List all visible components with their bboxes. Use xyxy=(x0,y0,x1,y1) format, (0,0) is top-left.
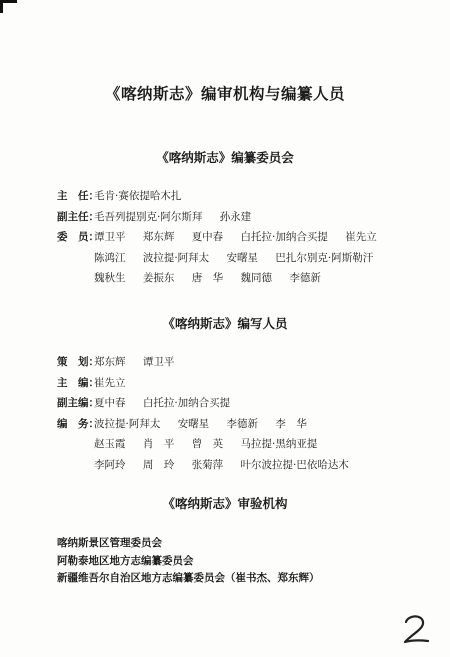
committee-roster xyxy=(57,186,387,289)
member-name: 波拉提·阿拜太 xyxy=(142,251,210,264)
deputy-chief-row xyxy=(57,393,363,414)
members-row xyxy=(57,248,387,269)
editor-name: 赵玉霞 xyxy=(94,438,126,450)
editor-name: 波拉提·阿拜太 xyxy=(94,417,161,430)
member-name: 陈鸿江 xyxy=(94,251,126,264)
deputy-chief-label: 副主编： xyxy=(57,397,99,409)
review-org: 新疆维吾尔自治区地方志编纂委员会（崔书杰、郑东辉） xyxy=(57,572,320,584)
deputy-row xyxy=(57,207,387,228)
director-name: 毛肯·赛依提哈木扎 xyxy=(94,190,182,202)
members-row xyxy=(57,268,387,289)
deputy-name: 毛吾列提别克·阿尔斯拜 xyxy=(94,210,203,223)
deputy-name: 孙永建 xyxy=(219,210,252,223)
director-row xyxy=(57,186,387,207)
editor-name: 李德新 xyxy=(226,417,259,430)
member-name: 崔先立 xyxy=(345,231,377,243)
member-name: 姜振东 xyxy=(142,272,175,284)
committee-title: 《喀纳斯志》编纂委员会 xyxy=(156,150,294,165)
planner-name: 郑东辉 xyxy=(94,356,126,368)
director-label: 主 任： xyxy=(57,190,99,202)
scan-corner-mark xyxy=(0,0,17,13)
members-row xyxy=(57,227,387,248)
review-title: 《喀纳斯志》审验机构 xyxy=(162,496,288,511)
deputy-chief-name: 白托拉·加纳合买提 xyxy=(142,397,231,409)
editors-label: 编 务： xyxy=(57,417,99,430)
editor-name: 周 玲 xyxy=(142,458,175,471)
editor-name: 曾 英 xyxy=(191,438,224,450)
editor-name: 叶尔波拉提·巴依哈达木 xyxy=(240,458,349,471)
planner-label: 策 划： xyxy=(57,356,99,368)
member-name: 安曙星 xyxy=(226,251,259,264)
chief-editor-label: 主 编： xyxy=(57,376,99,389)
member-name: 白托拉·加纳合买提 xyxy=(240,231,328,243)
planner-name: 谭卫平 xyxy=(142,356,175,368)
page-title: 《喀纳斯志》编审机构与编纂人员 xyxy=(104,85,345,103)
editors-row xyxy=(57,455,363,476)
member-name: 谭卫平 xyxy=(94,231,126,243)
review-org: 阿勒泰地区地方志编纂委员会 xyxy=(57,554,194,567)
editors-row xyxy=(57,434,363,455)
member-name: 唐 华 xyxy=(191,272,224,284)
planner-row xyxy=(57,352,363,373)
deputy-chief-name: 夏中春 xyxy=(94,397,126,409)
editor-name: 肖 平 xyxy=(142,438,175,450)
deputy-label: 副主任： xyxy=(57,210,99,223)
chief-editor-name: 崔先立 xyxy=(94,376,126,389)
review-org: 喀纳斯景区管理委员会 xyxy=(57,537,162,549)
editors-row xyxy=(57,414,363,435)
review-org-list xyxy=(57,535,320,588)
editor-name: 安曙星 xyxy=(177,417,210,430)
member-name: 李德新 xyxy=(289,272,321,284)
chief-editor-row xyxy=(57,373,363,394)
member-name: 魏同德 xyxy=(240,272,273,284)
member-name: 夏中春 xyxy=(191,231,224,243)
member-name: 郑东辉 xyxy=(142,231,175,243)
member-name: 魏秋生 xyxy=(94,272,126,284)
handwritten-page-number xyxy=(398,612,432,646)
editor-name: 马拉提·黑纳亚提 xyxy=(240,438,318,450)
editor-name: 李 华 xyxy=(275,417,307,430)
writers-title: 《喀纳斯志》编写人员 xyxy=(162,316,288,331)
member-name: 巴扎尔别克·阿斯勒汗 xyxy=(275,251,374,264)
writers-roster xyxy=(57,352,363,475)
editor-name: 张菊萍 xyxy=(191,458,224,471)
editor-name: 李阿玲 xyxy=(94,458,126,471)
members-label: 委 员： xyxy=(57,231,99,243)
